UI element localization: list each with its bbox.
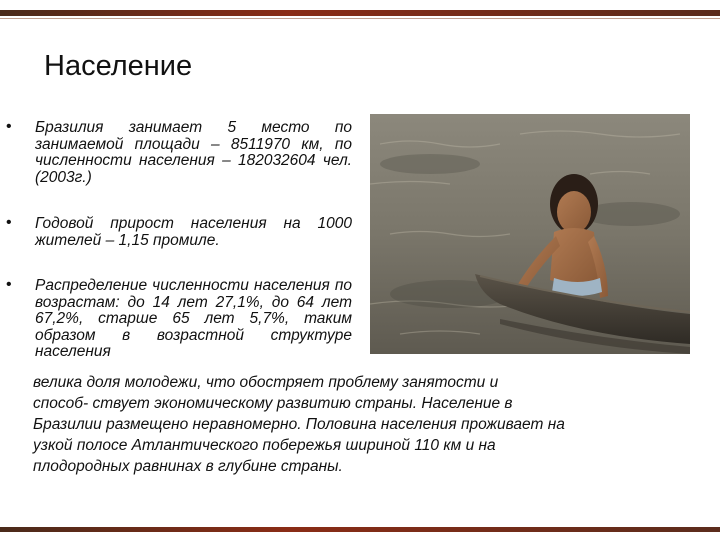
bullet-text-area: Бразилия занимает 5 место по занимаемой площади – 8511970 км, по численности населения – 182032604 чел. (2003г.) <box>35 119 352 186</box>
top-thin-rule <box>0 18 720 19</box>
child-canoe-photo <box>370 114 690 354</box>
bullet-text-growth: Годовой прирост населения на 1000 жителей – 1,15 промиле. <box>35 215 352 249</box>
continuation-line: Бразилии размещено неравномерно. Половина населения проживает на <box>33 416 565 433</box>
bottom-decorative-rule <box>0 527 720 532</box>
top-decorative-rule <box>0 10 720 16</box>
continuation-line: велика доля молодежи, что обостряет проблему занятости и <box>33 374 499 391</box>
continuation-line: способ- ствует экономическому развитию страны. Население в <box>33 395 513 412</box>
continuation-line: узкой полосе Атлантического побережья шириной 110 км и на <box>33 437 496 454</box>
bullet-marker: • <box>6 214 12 231</box>
slide-title: Население <box>44 50 193 82</box>
bullet-marker: • <box>6 118 12 135</box>
bullet-text-age: Распределение численности населения по возрастам: до 14 лет 27,1%, до 64 лет 67,2%, старше 65 лет 5,7%, таким образом в возрастной структуре населения <box>35 277 352 360</box>
continuation-line: плодородных равнинах в глубине страны. <box>33 458 343 475</box>
bullet-marker: • <box>6 276 12 293</box>
